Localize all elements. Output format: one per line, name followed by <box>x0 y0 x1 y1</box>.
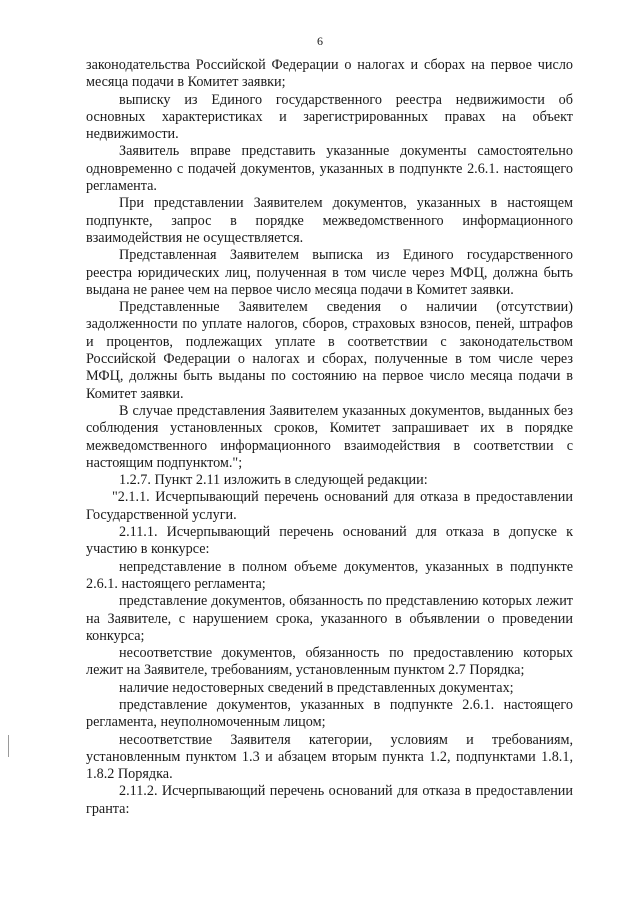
paragraph-egrn-extract: выписку из Единого государственного реестра недвижимости об основных характеристиках и зарегистрированных правах на объект недвижимости. <box>86 91 573 143</box>
paragraph-ground-incomplete: непредставление в полном объеме документов, указанных в подпункте 2.6.1. настоящего регламента; <box>86 558 573 592</box>
paragraph-item-2-11-2: 2.11.2. Исчерпывающий перечень оснований для отказа в предоставлении гранта: <box>86 783 573 817</box>
page-number: 6 <box>317 34 323 48</box>
paragraph-egrul-extract: Представленная Заявителем выписка из Единого государственного реестра юридических лиц, полученная в том числе через МФЦ, должна быть выдана не ранее чем на первое число месяца подачи в Комитет заявки. <box>86 247 573 298</box>
paragraph-debt-info: Представленные Заявителем сведения о наличии (отсутствии) задолженности по уплате налогов, сборов, страховых взносов, пеней, штрафов и процентов, подлежащих уплате в соответствии с законодательством Российской Федерации о налогах и сборах, полученные в том числе через МФЦ, должны быть выданы по состоянию на первое число месяца подачи в Комитет заявки. <box>86 299 573 402</box>
paragraph-ground-unauthorized: представление документов, указанных в подпункте 2.6.1. настоящего регламента, неуполномоченным лицом; <box>86 696 573 731</box>
paragraph-item-1-2-7: 1.2.7. Пункт 2.11 изложить в следующей редакции: <box>119 472 428 489</box>
paragraph-late-documents: В случае представления Заявителем указанных документов, выданных без соблюдения установленных сроков, Комитет запрашивает их в порядке межведомственного информационного взаимодействия в соответствии с настоящим подпунктом."; <box>86 402 573 471</box>
document-body <box>86 57 573 818</box>
margin-mark <box>8 735 9 757</box>
paragraph-ground-late: представление документов, обязанность по представлению которых лежит на Заявителе, с нарушением срока, указанного в объявлении о проведении конкурса; <box>86 593 573 644</box>
paragraph-ground-category: несоответствие Заявителя категории, условиям и требованиям, установленным пунктом 1.3 и абзацем вторым пункта 1.2, подпунктами 1.8.1, 1.8.2 Порядка. <box>86 731 573 783</box>
paragraph-ground-noncompliant: несоответствие документов, обязанность по предоставлению которых лежит на Заявителе, требованиям, установленным пунктом 2.7 Порядка; <box>86 645 573 679</box>
paragraph-applicant-right: Заявитель вправе представить указанные документы самостоятельно одновременно с подачей документов, указанных в подпункте 2.6.1. настоящего регламента. <box>86 143 573 195</box>
paragraph-item-2-11-1: 2.11.1. Исчерпывающий перечень оснований для отказа в допуске к участию в конкурсе: <box>86 524 573 558</box>
paragraph-item-2-1-1: "2.1.1. Исчерпывающий перечень оснований для отказа в предоставлении Государственной услуги. <box>86 489 573 523</box>
paragraph-ground-false-info: наличие недостоверных сведений в представленных документах; <box>119 679 514 696</box>
paragraph-no-request: При представлении Заявителем документов, указанных в настоящем подпункте, запрос в порядке межведомственного информационного взаимодействия не осуществляется. <box>86 195 573 246</box>
paragraph-continuation: законодательства Российской Федерации о налогах и сборах на первое число месяца подачи в Комитет заявки; <box>86 57 573 91</box>
